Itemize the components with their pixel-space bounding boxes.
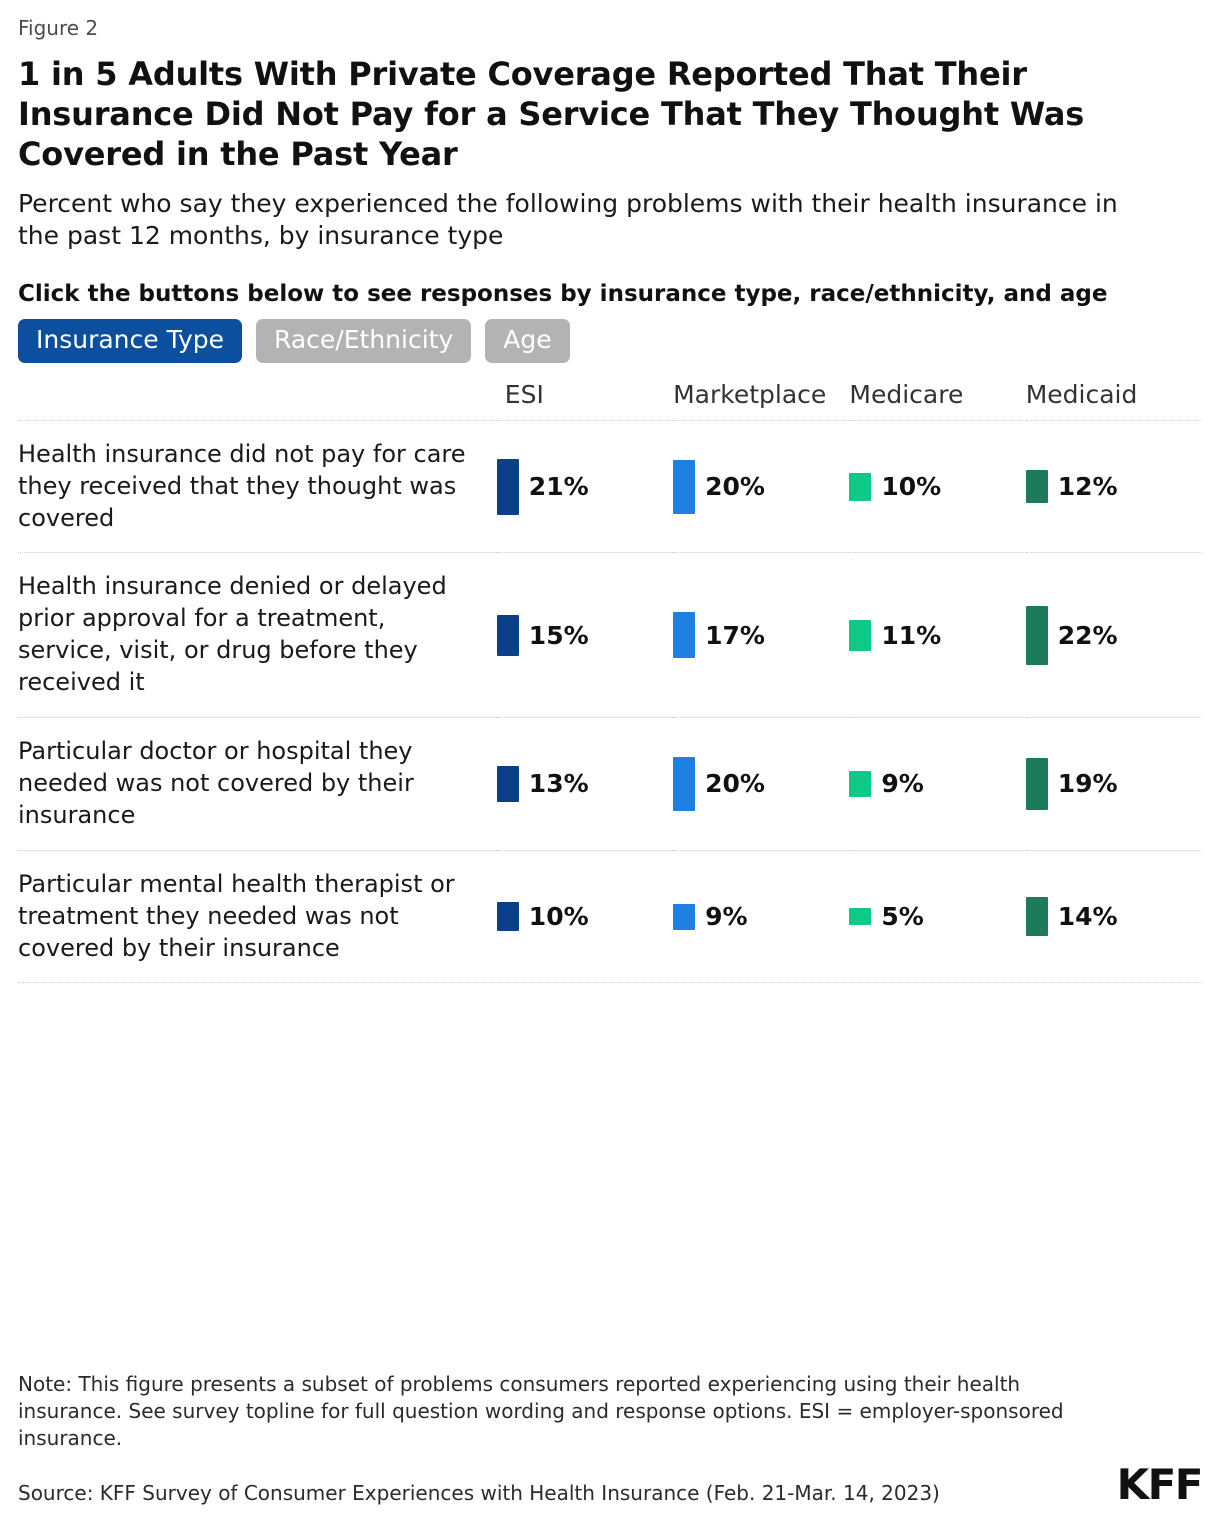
bar-value-medicare-1: 11% xyxy=(881,620,942,650)
bar-value-esi-0: 21% xyxy=(528,472,589,502)
cell-medicare-2 xyxy=(849,718,1025,851)
bar-value-medicare-2: 9% xyxy=(881,769,924,799)
view-toggle-group xyxy=(18,319,1202,363)
cell-medicare-1 xyxy=(849,553,1025,718)
table-row xyxy=(18,420,1202,553)
instruction-text: Click the buttons below to see responses by insurance type, race/ethnicity, and age xyxy=(18,281,1108,307)
row-label-1: Health insurance denied or delayed prior approval for a treatment, service, visit, or drug before they received it xyxy=(18,553,497,718)
row-label-header xyxy=(18,381,497,420)
figure-note: Note: This figure presents a subset of problems consumers reported experiencing using their health insurance. See survey topline for full question wording and response options. ESI = employer-sponsored insurance. xyxy=(18,1372,1064,1451)
row-label-0: Health insurance did not pay for care they received that they thought was covered xyxy=(18,420,497,553)
kff-logo: KFF xyxy=(1116,1460,1202,1510)
bar-medicare-0 xyxy=(849,473,871,501)
column-header-medicaid: Medicaid xyxy=(1025,379,1138,409)
figure-source: Source: KFF Survey of Consumer Experiences with Health Insurance (Feb. 21-Mar. 14, 2023) xyxy=(18,1481,940,1505)
toggle-age[interactable]: Age xyxy=(485,319,569,363)
chart-title: 1 in 5 Adults With Private Coverage Reported That Their Insurance Did Not Pay for a Service That They Thought Was Covered in the Past Year xyxy=(18,55,1085,173)
figure-label: Figure 2 xyxy=(18,16,99,40)
chart-table xyxy=(18,381,1202,983)
cell-medicaid-0 xyxy=(1026,420,1202,553)
bar-medicaid-1 xyxy=(1026,606,1048,665)
table-bottom-divider xyxy=(18,982,1202,983)
cell-marketplace-1 xyxy=(673,553,849,718)
column-header-esi: ESI xyxy=(504,379,544,409)
bar-value-marketplace-3: 9% xyxy=(705,902,748,932)
cell-medicaid-1 xyxy=(1026,553,1202,718)
row-label-3: Particular mental health therapist or treatment they needed was not covered by their insurance xyxy=(18,850,497,982)
column-header-medicare: Medicare xyxy=(849,379,964,409)
cell-marketplace-3 xyxy=(673,850,849,982)
bar-esi-1 xyxy=(497,615,519,656)
toggle-insurance-type[interactable]: Insurance Type xyxy=(18,319,242,363)
table-row xyxy=(18,718,1202,851)
bar-value-esi-2: 13% xyxy=(528,769,589,799)
table-row xyxy=(18,553,1202,718)
cell-medicaid-3 xyxy=(1026,850,1202,982)
chart-subtitle: Percent who say they experienced the following problems with their health insurance in the past 12 months, by insurance type xyxy=(18,189,1118,250)
bar-value-esi-3: 10% xyxy=(528,902,589,932)
bar-value-esi-1: 15% xyxy=(528,620,589,650)
cell-esi-2 xyxy=(497,718,673,851)
bar-value-medicaid-0: 12% xyxy=(1057,472,1118,502)
bar-esi-3 xyxy=(497,902,519,931)
cell-medicaid-2 xyxy=(1026,718,1202,851)
toggle-race-ethnicity[interactable]: Race/Ethnicity xyxy=(256,319,471,363)
table-row xyxy=(18,850,1202,982)
bar-medicare-2 xyxy=(849,771,871,797)
bar-value-marketplace-1: 17% xyxy=(705,620,765,650)
bar-value-medicare-3: 5% xyxy=(881,902,924,932)
bar-value-marketplace-2: 20% xyxy=(705,769,765,799)
bar-value-medicaid-1: 22% xyxy=(1057,620,1118,650)
cell-marketplace-0 xyxy=(673,420,849,553)
bar-medicaid-2 xyxy=(1026,758,1048,810)
row-label-2: Particular doctor or hospital they needed was not covered by their insurance xyxy=(18,718,497,851)
cell-medicare-0 xyxy=(849,420,1025,553)
bar-medicaid-3 xyxy=(1026,897,1048,936)
chart-header-row xyxy=(18,381,1202,420)
cell-marketplace-2 xyxy=(673,718,849,851)
column-header-marketplace: Marketplace xyxy=(673,379,827,409)
bar-value-medicaid-2: 19% xyxy=(1057,769,1118,799)
cell-esi-0 xyxy=(497,420,673,553)
bar-medicare-3 xyxy=(849,908,871,925)
bar-medicaid-0 xyxy=(1026,470,1048,503)
bar-marketplace-0 xyxy=(673,460,695,514)
bar-value-medicare-0: 10% xyxy=(881,472,942,502)
bar-marketplace-1 xyxy=(673,612,695,658)
bar-medicare-1 xyxy=(849,620,871,651)
cell-esi-1 xyxy=(497,553,673,718)
bar-value-medicaid-3: 14% xyxy=(1057,902,1118,932)
bar-value-marketplace-0: 20% xyxy=(705,472,765,502)
figure-footer xyxy=(18,1371,1202,1510)
cell-medicare-3 xyxy=(849,850,1025,982)
bar-esi-0 xyxy=(497,459,519,515)
cell-esi-3 xyxy=(497,850,673,982)
bar-marketplace-2 xyxy=(673,757,695,811)
bar-marketplace-3 xyxy=(673,904,695,930)
bar-esi-2 xyxy=(497,766,519,802)
